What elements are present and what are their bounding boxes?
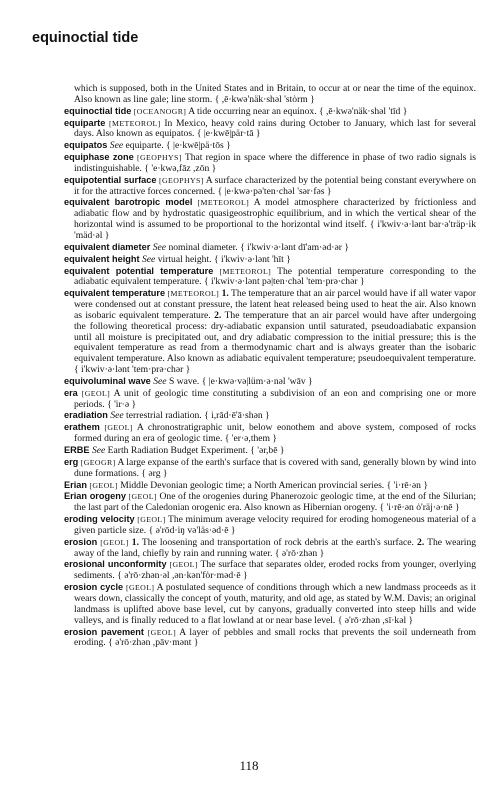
entry-field-label: [GEOPHYS] <box>159 175 204 185</box>
dictionary-entry <box>64 266 476 289</box>
entry-see-label: See <box>91 445 106 456</box>
entry-definition: nominal diameter. <box>168 241 238 253</box>
dictionary-entry <box>64 388 476 411</box>
entry-pronunciation: { ,ē·kwə'näk·shəl 'tīd } <box>319 105 408 117</box>
entry-field-label: [METEOROL] <box>167 289 220 299</box>
entry-pronunciation: { 'er·ə,them } <box>224 433 278 445</box>
entry-definition: In Mexico, heavy cold rains during October to January, which last for several days. Also known as equipatos. <box>74 117 476 140</box>
entry-pronunciation: { |e·kwē|pär·tā } <box>196 128 261 140</box>
dictionary-entry <box>64 118 476 141</box>
entry-headword: equiphase zone <box>64 152 134 163</box>
entry-see-label: See <box>109 140 124 152</box>
dictionary-entry <box>64 376 476 388</box>
entry-pronunciation: { ə'rō·zhən·əl ,ən·kən'fȯr·məd·ē } <box>117 570 248 582</box>
entry-pronunciation: { |e·kwē|pä·tōs } <box>166 140 231 152</box>
entry-pronunciation: { ərg } <box>141 467 168 479</box>
dictionary-entry <box>64 152 476 175</box>
entry-pronunciation: { i'kwiv·ə·lənt dī'am·əd·ər } <box>240 241 349 253</box>
dictionary-entry <box>64 457 476 480</box>
entry-field-label: [GEOL] <box>100 537 129 547</box>
entry-field-label: [GEOL] <box>169 560 198 570</box>
entry-definition: The temperature that an air parcel would have if all water vapor were condensed out at constant pressure, the latent heat released being used to heat the air. Also known as isobaric equivalent temperature. <box>74 288 476 321</box>
entry-definition: One of the orogenies during Phanerozoic geologic time, at the end of the Silurian; the last part of the Caledonian orogenic era. Also known as Hibernian orogeny. <box>74 491 477 514</box>
entry-definition: The surface that separates older, eroded rocks from younger, overlying sediments. <box>74 559 476 582</box>
entry-pronunciation: { i'kwiv·ə·lənt bar·ə'träp·ik 'mäd·əl } <box>74 219 476 241</box>
entry-field-label: [METEOROL] <box>109 118 161 128</box>
entry-field-label: [GEOL] <box>128 492 157 502</box>
dictionary-entry <box>64 242 476 254</box>
entry-pronunciation: { 'ir·ə } <box>107 398 137 410</box>
entry-headword: equivalent temperature <box>64 288 166 299</box>
dictionary-entry <box>64 537 476 560</box>
entry-pronunciation: { ə'rōd·iŋ və'läs·əd·ē } <box>148 524 236 536</box>
entry-definition: S wave. <box>168 375 200 387</box>
entry-headword: equivalent diameter <box>64 241 151 252</box>
entry-headword: Erian orogeny <box>64 491 126 502</box>
entry-pronunciation: { i,rād·ē'ā·shən } <box>204 410 270 422</box>
entry-pronunciation: { i'kwiv·ə·lənt 'hīt } <box>213 253 291 265</box>
dictionary-entry <box>64 491 476 514</box>
entry-field-label: [GEOGR] <box>80 457 116 467</box>
dictionary-entry <box>64 559 476 582</box>
entry-field-label: [GEOL] <box>89 480 118 490</box>
entry-definition: A layer of pebbles and small rocks that prevents the soil underneath from eroding. <box>74 626 476 649</box>
entry-pronunciation: { 'ər,bē } <box>250 445 285 456</box>
entry-definition: The minimum average velocity required for eroding homogeneous material of a given particle size. <box>74 514 476 536</box>
entry-headword: equinoctial tide <box>64 105 132 116</box>
dictionary-entry <box>64 175 476 198</box>
entry-definition: A chronostratigraphic unit, below eonothem and above system, composed of rocks formed during an era of geologic time. <box>74 422 476 445</box>
dictionary-entry <box>64 627 476 650</box>
entry-headword: equivoluminal wave <box>64 375 151 386</box>
entry-headword: eradiation <box>64 410 108 421</box>
entry-definition: A unit of geologic time constituting a subdivision of an eon and comprising one or more periods. <box>74 387 476 410</box>
entry-definition: A surface characterized by the potential being constant everywhere on it for the attractive forces concerned. <box>74 174 477 197</box>
entry-see-label: See <box>141 253 156 265</box>
entry-headword: equivalent barotropic model <box>64 197 193 208</box>
entry-headword: equipatos <box>64 140 108 151</box>
dictionary-entry <box>64 410 476 422</box>
entry-field-label: [METEOROL] <box>197 198 250 208</box>
entry-headword: equivalent height <box>64 253 140 264</box>
entry-definition: That region in space where the difference in phase of two radio signals is indistinguishable. <box>74 152 476 174</box>
entry-definition: The temperature that an air parcel would have after undergoing the following theoretical process: dry-adiabatic expansion until saturated, pseudoadiabatic expansion until all moisture is precipitated out, and dry adiabatic compression to the initial pressure; this is the equivalent temperature as read from a thermodynamic chart and is always greater than the isobaric equivalent temperature. Also known as adiabatic equivalent temperature; pseudoequivalent temperature. <box>74 309 477 365</box>
entry-definition: virtual height. <box>157 253 212 265</box>
entry-pronunciation: { ə'rō·zhən } <box>274 547 325 559</box>
dictionary-entry <box>64 514 476 537</box>
entry-field-label: [METEOROL] <box>219 266 272 276</box>
entry-headword: erosion pavement <box>64 626 144 637</box>
entry-definition: The potential temperature corresponding to the adiabatic equivalent temperature. <box>74 265 476 288</box>
dictionary-entry <box>64 445 476 457</box>
entry-see-label: See <box>152 241 167 253</box>
entry-definition: A tide occurring near an equinox. <box>188 105 317 117</box>
entry-field-label: [OCEANOGR] <box>133 106 187 116</box>
entry-definition: A model atmosphere characterized by frictionless and adiabatic flow and by hydrostatic quasigeostrophic equilibrium, and in which the vertical shear of the horizontal wind is assumed to be proportional to the horizontal wind itself. <box>74 197 477 231</box>
dictionary-entry <box>64 84 476 106</box>
dictionary-entries <box>64 84 476 649</box>
dictionary-entry <box>64 140 476 152</box>
entry-definition: which is supposed, both in the United States and in Britain, to occur at or near the time of the equinox. Also known as line gale; line storm. <box>74 83 476 105</box>
sense-number: 2. <box>417 536 425 548</box>
entry-definition: The loosening and transportation of rock debris at the earth's surface. <box>141 536 414 548</box>
entry-definition: equiparte. <box>125 140 164 152</box>
entry-definition: A postulated sequence of conditions through which a new landmass proceeds as it wears down, classically the concept of youth, maturity, and old age, as stated by W.M. Davis; an original landmass is uplifted above base level, cut by canyons, gradually converted into steep hills and wide valleys, and is finally reduced to a flat lowland at or near base level. <box>74 582 477 626</box>
entry-pronunciation: { |e·kwə·pə'ten·chəl 'sər·fəs } <box>217 185 332 197</box>
running-head: equinoctial tide <box>32 30 139 46</box>
entry-definition: Middle Devonian geologic time; a North American provincial series. <box>120 479 385 491</box>
dictionary-entry <box>64 288 476 376</box>
entry-pronunciation: { ə'rō·zhən ,pāv·mənt } <box>108 637 199 649</box>
entry-pronunciation: { |e·kwə·və|lüm·ə·nəl 'wāv } <box>201 375 313 387</box>
entry-pronunciation: { ,ē·kwə'näk·shəl 'stȯrm } <box>214 93 315 105</box>
dictionary-entry <box>64 480 476 492</box>
entry-pronunciation: { i'kwiv·ə·lənt 'tem·prə·chər } <box>74 364 191 376</box>
entry-definition: Earth Radiation Budget Experiment. <box>107 445 248 456</box>
entry-definition: terrestrial radiation. <box>126 410 202 422</box>
dictionary-entry <box>64 197 476 241</box>
dictionary-entry <box>64 422 476 445</box>
sense-number: 1. <box>131 536 139 548</box>
entry-field-label: [GEOL] <box>137 515 166 525</box>
entry-see-label: See <box>110 410 124 422</box>
entry-headword: equipotential surface <box>64 174 157 185</box>
entry-field-label: [GEOL] <box>147 627 177 637</box>
entry-field-label: [GEOL] <box>81 388 111 398</box>
dictionary-entry <box>64 106 476 118</box>
entry-field-label: [GEOPHYS] <box>137 153 182 163</box>
dictionary-entry <box>64 254 476 266</box>
entry-headword: erg <box>64 456 79 467</box>
entry-headword: Erian <box>64 479 87 490</box>
entry-headword: erosion cycle <box>64 582 124 593</box>
entry-headword: erathem <box>64 422 100 433</box>
sense-number: 2. <box>214 309 222 321</box>
entry-headword: era <box>64 387 78 398</box>
entry-field-label: [GEOL] <box>125 583 155 593</box>
entry-pronunciation: { 'e·kwə,fāz ,zōn } <box>144 162 217 174</box>
entry-headword: erosion <box>64 536 98 547</box>
entry-see-label: See <box>153 375 167 387</box>
entry-headword: eroding velocity <box>64 514 135 525</box>
entry-definition: The wearing away of the land, chiefly by rain and running water. <box>74 536 477 559</box>
entry-pronunciation: { 'i·rē·ən ȯ'räj·ə·nē } <box>379 502 460 514</box>
dictionary-entry <box>64 582 476 626</box>
entry-headword: equivalent potential temperature <box>64 265 214 276</box>
entry-definition: A large expanse of the earth's surface that is covered with sand, generally blown by wind into dune formations. <box>74 456 477 479</box>
entry-pronunciation: { 'i·rē·ən } <box>386 479 428 491</box>
entry-headword: equiparte <box>64 117 106 128</box>
sense-number: 1. <box>221 288 229 300</box>
entry-pronunciation: { ə'rō·zhən ,sī·kəl } <box>337 614 414 626</box>
entry-headword: ERBE <box>64 445 90 455</box>
entry-headword: erosional unconformity <box>64 559 167 570</box>
entry-field-label: [GEOL] <box>104 423 133 433</box>
entry-pronunciation: { i'kwiv·ə·lənt pə|ten·chəl 'tem·prə·chər } <box>204 276 365 288</box>
page-number: 118 <box>239 758 259 773</box>
